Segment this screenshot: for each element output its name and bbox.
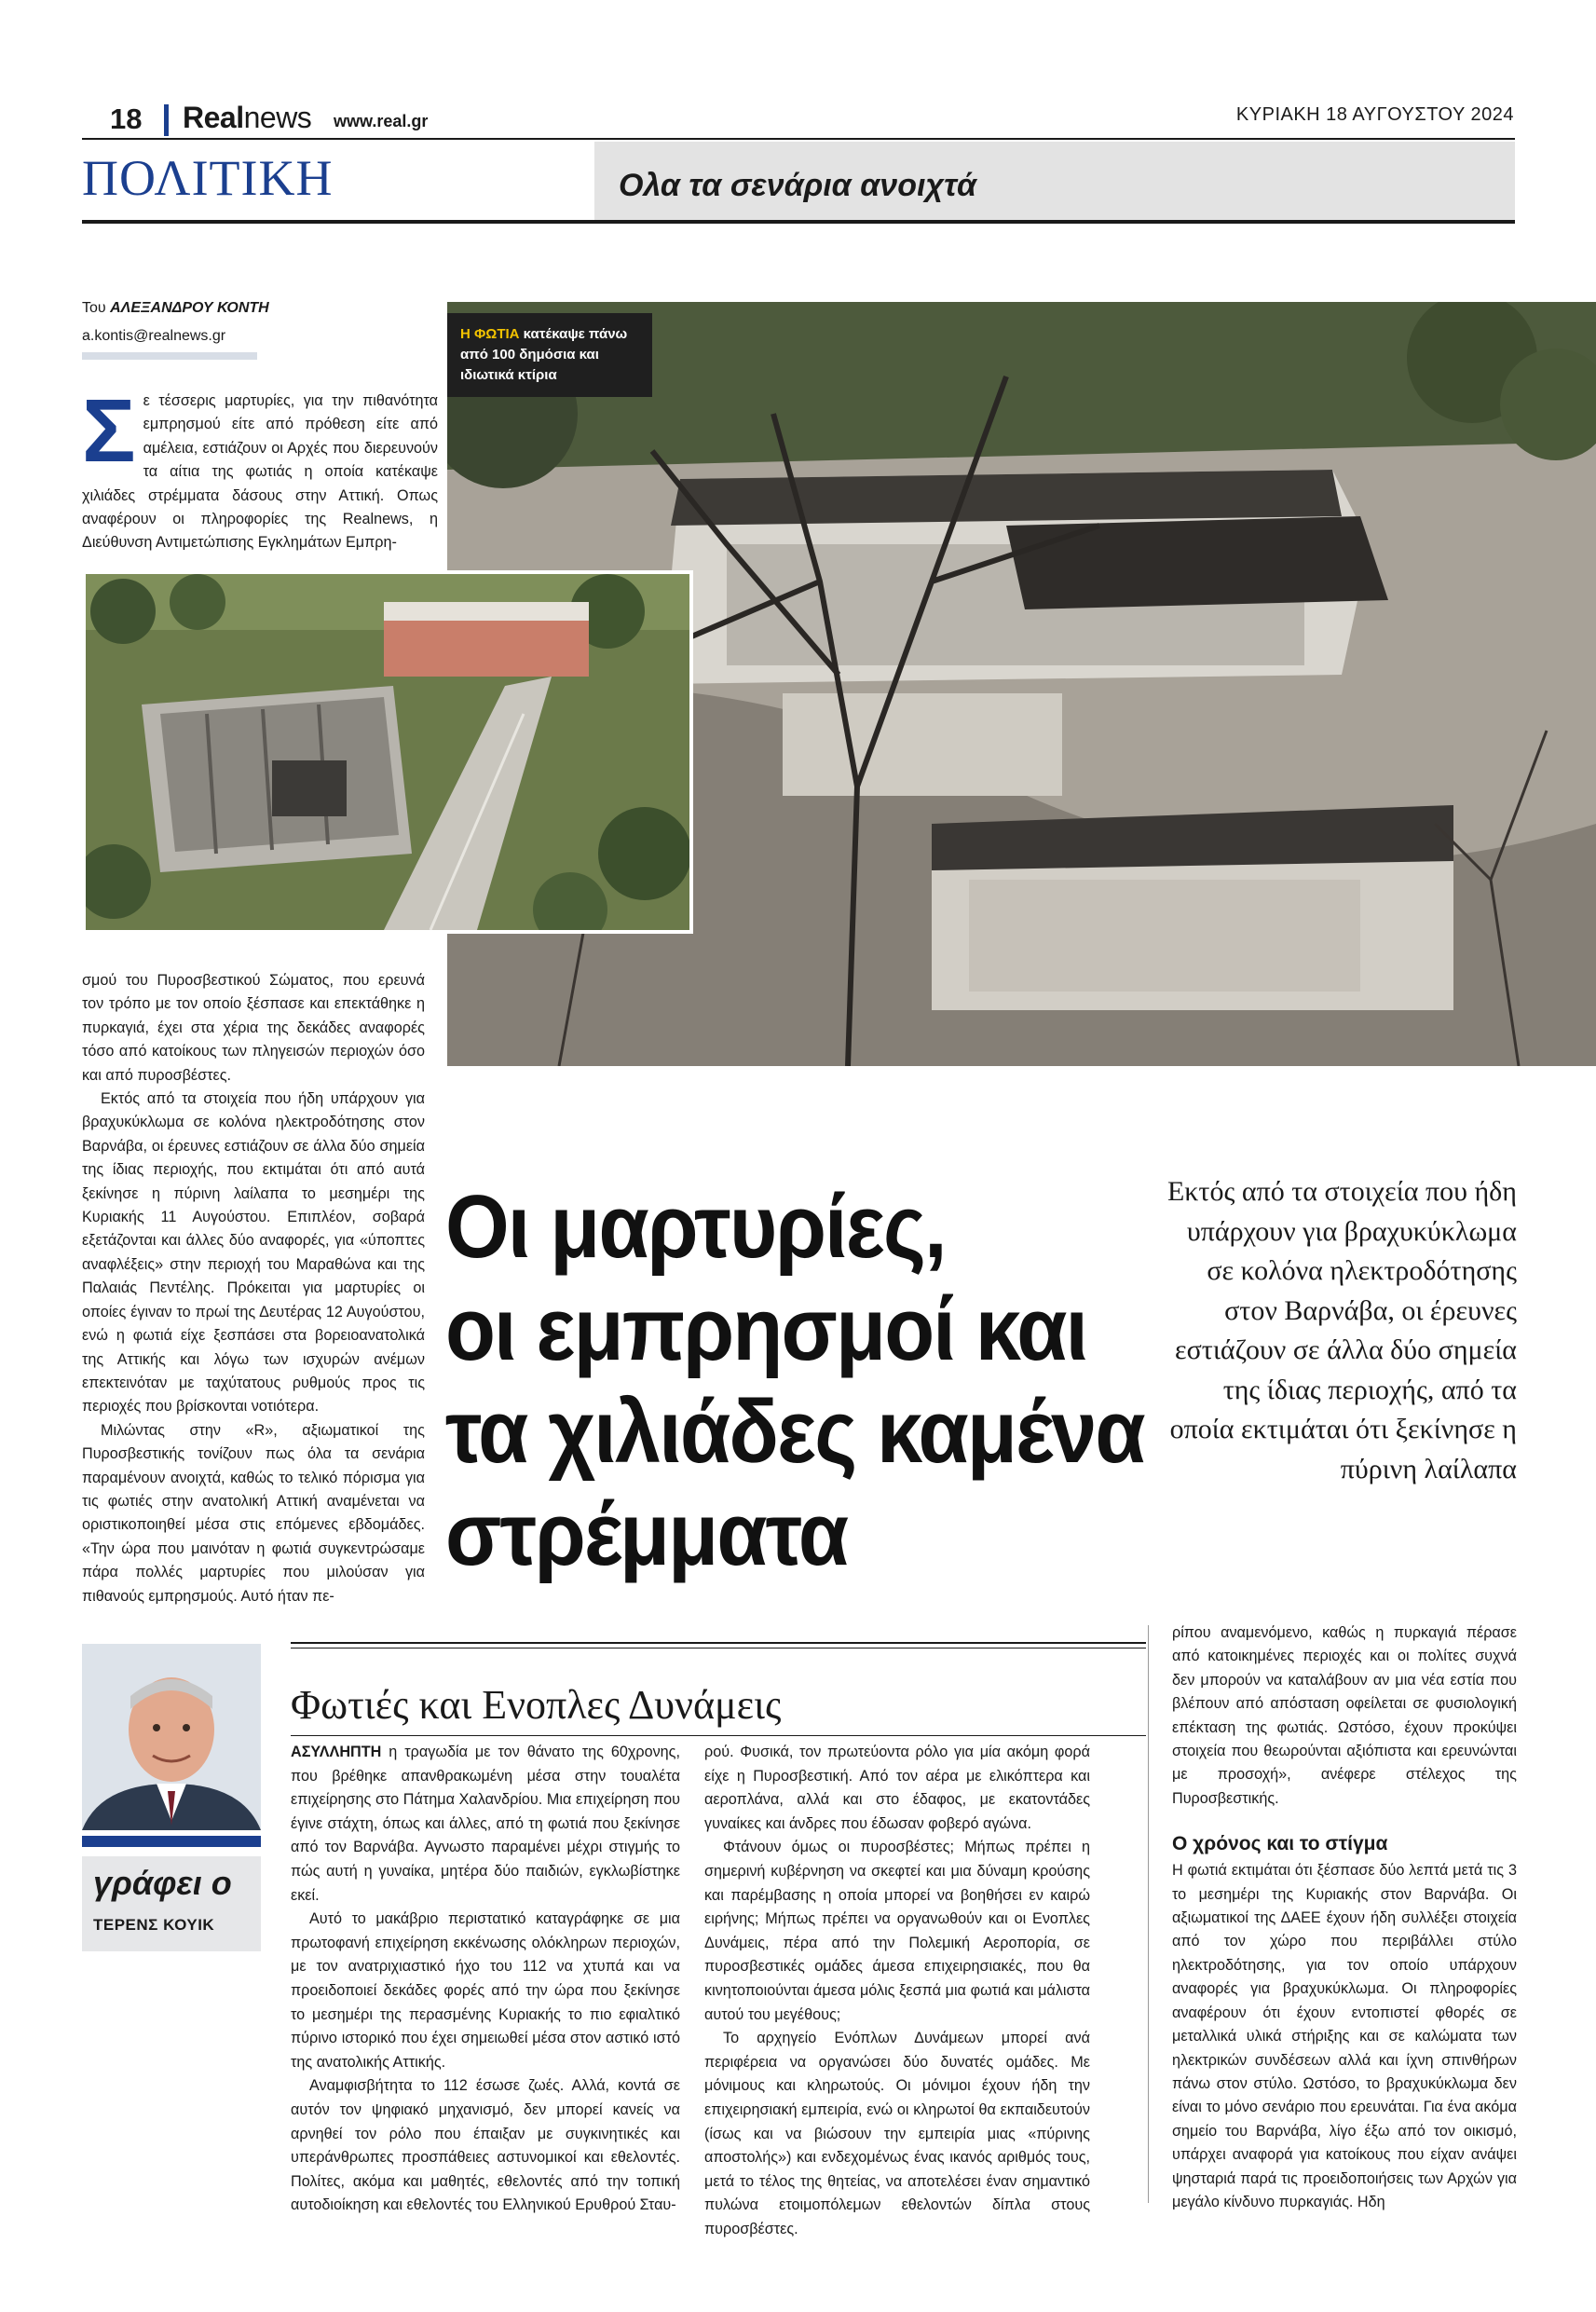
opinion-paragraph: ρού. Φυσικά, τον πρωτεύοντα ρόλο για μία ακόμη φορά είχε η Πυροσβεστική. Από τον αέρα με ελικόπτερα και αεροπλάνα, αλλά και στο έδαφος, με εκατοντάδες γυναίκες και άνδρες που έδωσαν φοβερό αγώνα.: [704, 1744, 1090, 1832]
article-intro: [82, 381, 438, 555]
brand-rest: news: [243, 101, 312, 134]
section-rule: [82, 220, 1515, 224]
caption-text: κατέκαψε πάνω από 100 δημόσια και ιδιωτικά κτίρια: [460, 326, 628, 383]
columnist-name: ΤΕΡΕΝΣ ΚΟΥΙΚ: [93, 1916, 215, 1934]
article-paragraph: Η φωτιά εκτιμάται ότι ξέσπασε δύο λεπτά μετά τις 3 το μεσημέρι της Κυριακής στον Βαρνάβα. Οι αξιωματικοί της ΔΑΕΕ έχουν ήδη συλλέξει στοιχεία από τον χώρο που περιβάλλει στύλο ηλεκτροδότησης, για τον οποίο υπάρχουν αναφορές για βραχυκύκλωμα. Οι πληροφορίες αναφέρουν ότι έχουν εντοπιστεί φθορές σε μεταλλικά υλικά στήριξης και σε καλώματα των ηλεκτρικών συνδέσεων αλλά και ίχνη σπινθήρων πάνω στον στύλο. Ωστόσο, το βραχυκύκλωμα δεν είναι το μόνο σενάριο που ερευνάται. Για ένα ακόμα σημείο του Βαρνάβα, λίγο έξω από τον οικισμό, υπάρχει αναφορά για κατοίκους που είχαν ανάψει ψησταριά παρά τις προειδοποιήσεις των Αρχών για μεγάλο κίνδυνο πυρκαγιάς. Ηδη: [1172, 1862, 1517, 2210]
issue-date: ΚΥΡΙΑΚΗ 18 ΑΥΓΟΥΣΤΟΥ 2024: [1235, 104, 1514, 125]
article-paragraph: σμού του Πυροσβεστικού Σώματος, που ερευνά τον τρόπο με τον οποίο ξέσπασε και επεκτάθηκε η πυρκαγιά, έχει στα χέρια της δεκάδες αναφορές τόσο από κατοίκους των πληγεισών περιοχών όσο και από πυροσβέστες.: [82, 972, 425, 1084]
intro-text: ε τέσσερις μαρτυρίες, για την πιθανότητα εμπρησμού είτε από πρόθεση είτε από αμέλεια, εστιάζουν οι Αρχές που διερευνούν τα αίτια της φωτιάς η οποία κατέκαψε χιλιάδες στρέμματα δάσους στην Αττική. Οπως αναφέρουν οι πληροφορίες της Realnews, η Διεύθυνση Αντιμετώπισης Εγκλημάτων Εμπρη-: [82, 392, 438, 552]
headline-line: τα χιλιάδες καμένα: [445, 1382, 1144, 1482]
author-email[interactable]: a.kontis@realnews.gr: [82, 328, 226, 344]
aerial-photo-burned-building: [82, 570, 693, 934]
opinion-title: Φωτιές και Ενοπλες Δυνάμεις: [291, 1682, 782, 1728]
section-title: ΠΟΛΙΤΙΚΗ: [82, 150, 334, 206]
headline-line: Οι μαρτυρίες,: [445, 1177, 946, 1277]
article-paragraph: Μιλώντας στην «R», αξιωματικοί της Πυροσβεστικής τονίζουν πως όλα τα σενάρια παραμένουν ανοιχτά, καθώς το τελικό πόρισμα για τις φωτιές στην ανατολική Αττική αναμένεται να οριστικοποιηθεί μέσα στις επόμενες εβδομάδες. «Την ώρα που μαινόταν η φωτιά συγκεντρώσαμε πάρα πολλές μαρτυρίες που μιλούσαν για πιθανούς εμπρησμούς. Αυτό ήταν πε-: [82, 1421, 425, 1605]
byline: [82, 300, 269, 317]
headline-line: οι εμπρησμοί και: [445, 1279, 1087, 1379]
byline-author: ΑΛΕΞΑΝΔΡΟΥ ΚΟΝΤΗ: [110, 300, 269, 316]
columnist-portrait: [82, 1644, 261, 1830]
opinion-paragraph: η τραγωδία με τον θάνατο της 60χρονης, που βρέθηκε απανθρακωμένη μέσα στην τουαλέτα επιχείρησης στο Πάτημα Χαλανδρίου. Μια επιχείρηση που έγινε στάχτη, όπως και άλλες, από τη φωτιά που ξεκίνησε από τον Βαρνάβα. Αγνωστο παραμένει μέχρι στιγμής το πώς αυτή η γυναίκα, μητέρα δύο παιδιών, εγκλωβίστηκε εκεί.: [291, 1744, 680, 1904]
brand-bold: Real: [183, 101, 244, 134]
byline-prefix: Του: [82, 300, 111, 316]
article-subheading: Ο χρόνος και το στίγμα: [1172, 1833, 1388, 1855]
opinion-lead: ΑΣΥΛΛΗΠΤΗ: [291, 1744, 382, 1760]
opinion-column-2: [704, 1741, 1090, 2241]
columnist-rule: [82, 1836, 261, 1847]
opinion-top-rule: [291, 1642, 1146, 1644]
opinion-title-rule: [291, 1735, 1146, 1736]
column-divider: [1148, 1625, 1149, 2203]
top-rule: [82, 138, 1515, 140]
page-number: 18: [110, 103, 143, 135]
opinion-paragraph: Αναμφισβήτητα το 112 έσωσε ζωές. Αλλά, κοντά σε αυτόν τον ψηφιακό μηχανισμό, δεν μπορεί κανείς να αρνηθεί τον ρόλο που έπαιξαν με συγκινητικές και υπεράνθρωπες προσπάθειες αστυνομικοί και εθελοντές. Πολίτες, ακόμα και μαθητές, εθελοντές από την τοπική αυτοδιοίκηση και εθελοντές του Ελληνικού Ερυθρού Σταυ-: [291, 2077, 680, 2214]
article-body-column-3: [1172, 1621, 1517, 2214]
opinion-column-1: [291, 1741, 680, 2218]
opinion-paragraph: Το αρχηγείο Ενόπλων Δυνάμεων μπορεί ανά περιφέρεια να οργανώσει δύο δυνατές ομάδες. Με μόνιμους και κληρωτούς. Οι μόνιμοι έχουν ήδη την επιχειρησιακή εμπειρία, ενώ οι κληρωτοί θα εκπαιδευτούν (ίσως και να βιώσουν την εμπειρία μιας «πύρινης αποστολής») και ενδεχομένως ένας ικανός αριθμός τους, μετά το τέλος της θητείας, να αποτελέσει έναν σημαντικό πυλώνα ετοιμοπόλεμων εθελοντών δίπλα στους πυροσβέστες.: [704, 2030, 1090, 2237]
byline-underline: [82, 352, 257, 360]
opinion-paragraph: Αυτό το μακάβριο περιστατικό καταγράφηκε σε μια πρωτοφανή επιχείρηση εκκένωσης ολόκληρων περιοχών, με τον ανατριχιαστικό ήχο του 112 να χτυπά και να προειδοποιεί δεκάδες φορές από την ώρα που ξεκίνησε το μεσημέρι της περασμένης Κυριακής το πιο εφιαλτικό πύρινο ιστορικό που έχει σημειωθεί μέσα στον αστικό ιστό της ανατολικής Αττικής.: [291, 1910, 680, 2071]
opinion-paragraph: Φτάνουν όμως οι πυροσβέστες; Μήπως πρέπει η σημερινή κυβέρνηση να σκεφτεί και μια δύναμη κρούσης και παρέμβασης η οποία μπορεί να βοηθήσει εν καιρώ ειρήνης; Μήπως πρέπει να οργανωθούν και οι Ενοπλες Δυνάμεις, πέρα από την Πολεμική Αεροπορία, σε πυροσβεστικές ομάδες άμεσα επιχειρησιακές, που θα κινητοποιούνται άμεσα μόλις ξεσπά μια φωτιά και μάλιστα αυτού του μεγέθους;: [704, 1839, 1090, 2023]
article-body-column-1: [82, 969, 425, 1608]
article-paragraph: ρίπου αναμενόμενο, καθώς η πυρκαγιά πέρασε από κατοικημένες περιοχές και οι πολίτες συχνά δεν μπορούν να καταλάβουν αν μια νέα εστία που βλέπουν από απόσταση οφείλεται σε φυσιολογική επέκταση της φωτιάς. Ωστόσο, έχουν προκύψει στοιχεία που θεωρούνται αξιόπιστα και ερευνώνται με προσοχή», ανέφερε στέλεχος της Πυροσβεστικής.: [1172, 1624, 1517, 1807]
headline-line: στρέμματα: [445, 1484, 848, 1584]
brand-logo: [183, 101, 311, 135]
headline: [445, 1176, 1191, 1586]
columnist-avatar: [82, 1644, 261, 1830]
site-url: www.real.gr: [334, 112, 429, 130]
writes-label: γράφει ο: [93, 1864, 232, 1902]
article-paragraph: Εκτός από τα στοιχεία που ήδη υπάρχουν για βραχυκύκλωμα σε κολόνα ηλεκτροδότησης στον Βαρνάβα, οι έρευνες εστιάζουν σε άλλα δύο σημεία της ίδιας περιοχής, που εκτιμάται ότι από αυτά ξεκίνησε η πύρινη λαίλαπα το μεσημέρι της Κυριακής 11 Αυγούστου. Επιπλέον, σοβαρά εξετάζονται και άλλες δύο αναφορές, για «ύποπτες αναφλέξεις» στην περιοχή του Μαραθώνα και της Παλαιάς Πεντέλης. Πρόκειται για μαρτυρίες οι οποίες έγιναν το πρωί της Δευτέρας 12 Αυγούστου, ενώ η φωτιά είχε ξεσπάσει στα βορειοανατολικά της Αττικής και λόγω των ισχυρών ανέμων επεκτεινόταν με ταχύτατους ρυθμούς προς τις περιοχές που βρίσκονται νοτιότερα.: [82, 1090, 425, 1416]
strap-text: Ολα τα σενάρια ανοιχτά: [619, 168, 977, 203]
caption-highlight: Η ΦΩΤΙΑ: [460, 326, 520, 342]
photo-caption: [447, 313, 652, 397]
drop-cap: Σ: [82, 381, 136, 481]
aerial-illustration: [86, 574, 689, 930]
pull-quote: Εκτός από τα στοιχεία που ήδη υπάρχουν για βραχυκύκλωμα σε κολόνα ηλεκτροδότησης στον Βαρνάβα, οι έρευνες εστιάζουν σε άλλα δύο σημεία της ίδιας περιοχής, από τα οποία εκτιμάται ότι ξεκίνησε η πύρινη λαίλαπα: [1166, 1176, 1517, 1484]
header-separator: [164, 104, 169, 136]
